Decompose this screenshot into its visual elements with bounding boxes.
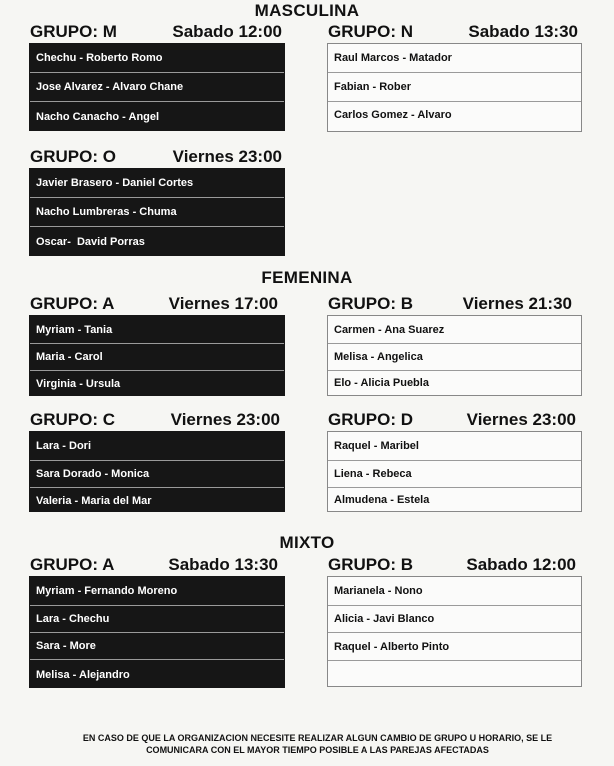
pair-row: Marianela - Nono <box>334 585 423 597</box>
group-header-femenina-b <box>328 293 572 315</box>
pair-row: Melisa - Alejandro <box>30 659 284 689</box>
group-box-femenina-c <box>29 431 285 512</box>
group-time: Viernes 17:00 <box>168 294 278 313</box>
pair-row: Liena - Rebeca <box>328 460 581 487</box>
pair-row: Jose Alvarez - Alvaro Chane <box>30 72 284 101</box>
pair-row: Sara Dorado - Monica <box>30 460 284 487</box>
pair-row: Javier Brasero - Daniel Cortes <box>36 177 194 189</box>
group-name: GRUPO: O <box>30 147 116 166</box>
pair-row: Alicia - Javi Blanco <box>328 605 581 632</box>
pair-row: Almudena - Estela <box>328 487 581 512</box>
pair-row: Raquel - Maribel <box>334 440 419 452</box>
group-time: Viernes 23:00 <box>466 410 576 429</box>
section-title-femenina: FEMENINA <box>261 268 353 287</box>
group-time: Sabado 13:30 <box>468 22 578 41</box>
pair-row-empty <box>328 660 581 687</box>
group-time: Sabado 12:00 <box>172 22 282 41</box>
group-box-masculina-n <box>327 43 582 132</box>
pair-row: Raul Marcos - Matador <box>334 52 452 64</box>
pair-row: Chechu - Roberto Romo <box>36 52 163 64</box>
group-header-masculina-n <box>328 21 578 43</box>
group-box-masculina-o <box>29 168 285 256</box>
group-header-femenina-d <box>328 409 576 431</box>
group-box-masculina-m <box>29 43 285 131</box>
group-name: GRUPO: M <box>30 22 117 41</box>
group-box-mixto-a <box>29 576 285 688</box>
pair-row: Myriam - Fernando Moreno <box>36 585 178 597</box>
footer-notice <box>40 732 595 756</box>
group-header-mixto-b <box>328 554 576 576</box>
group-box-mixto-b <box>327 576 582 687</box>
group-box-femenina-b <box>327 315 582 396</box>
pair-row: Raquel - Alberto Pinto <box>328 632 581 660</box>
pair-row: Fabian - Rober <box>328 72 581 101</box>
group-name: GRUPO: B <box>328 294 413 313</box>
group-name: GRUPO: A <box>30 555 115 574</box>
group-name: GRUPO: D <box>328 410 413 429</box>
section-title-mixto: MIXTO <box>279 533 335 552</box>
group-time: Viernes 23:00 <box>172 147 282 166</box>
pair-row: Nacho Lumbreras - Chuma <box>30 197 284 226</box>
group-name: GRUPO: C <box>30 410 115 429</box>
pair-row: Carmen - Ana Suarez <box>334 323 445 336</box>
group-box-femenina-d <box>327 431 582 512</box>
pair-row: Melisa - Angelica <box>328 343 581 370</box>
group-header-masculina-m <box>30 21 282 43</box>
pair-row: Maria - Carol <box>30 343 284 370</box>
group-name: GRUPO: A <box>30 294 115 313</box>
footer-line-1: EN CASO DE QUE LA ORGANIZACION NECESITE REALIZAR ALGUN CAMBIO DE GRUPO U HORARIO, SE LE <box>82 733 553 743</box>
pair-row: Carlos Gomez - Alvaro <box>328 101 581 127</box>
pair-row: Lara - Dori <box>36 440 92 452</box>
pair-row: Virginia - Ursula <box>30 370 284 397</box>
pair-row: Sara - More <box>30 632 284 659</box>
group-header-femenina-c <box>30 409 280 431</box>
pair-row: Myriam - Tania <box>36 323 113 336</box>
pair-row: Oscar- David Porras <box>30 226 284 257</box>
footer-line-2: COMUNICARA CON EL MAYOR TIEMPO POSIBLE A LAS PAREJAS AFECTADAS <box>146 745 489 755</box>
group-time: Viernes 23:00 <box>170 410 280 429</box>
group-name: GRUPO: B <box>328 555 413 574</box>
group-header-mixto-a <box>30 554 278 576</box>
pair-row: Nacho Canacho - Angel <box>30 101 284 132</box>
pair-row: Lara - Chechu <box>30 605 284 632</box>
group-time: Sabado 13:30 <box>168 555 278 574</box>
group-box-femenina-a <box>29 315 285 396</box>
group-time: Viernes 21:30 <box>462 294 572 313</box>
section-title-masculina: MASCULINA <box>254 1 360 20</box>
group-header-femenina-a <box>30 293 278 315</box>
pair-row: Elo - Alicia Puebla <box>328 370 581 395</box>
group-header-masculina-o <box>30 146 282 168</box>
pair-row: Valeria - Maria del Mar <box>30 487 284 513</box>
group-time: Sabado 12:00 <box>466 555 576 574</box>
group-name: GRUPO: N <box>328 22 413 41</box>
